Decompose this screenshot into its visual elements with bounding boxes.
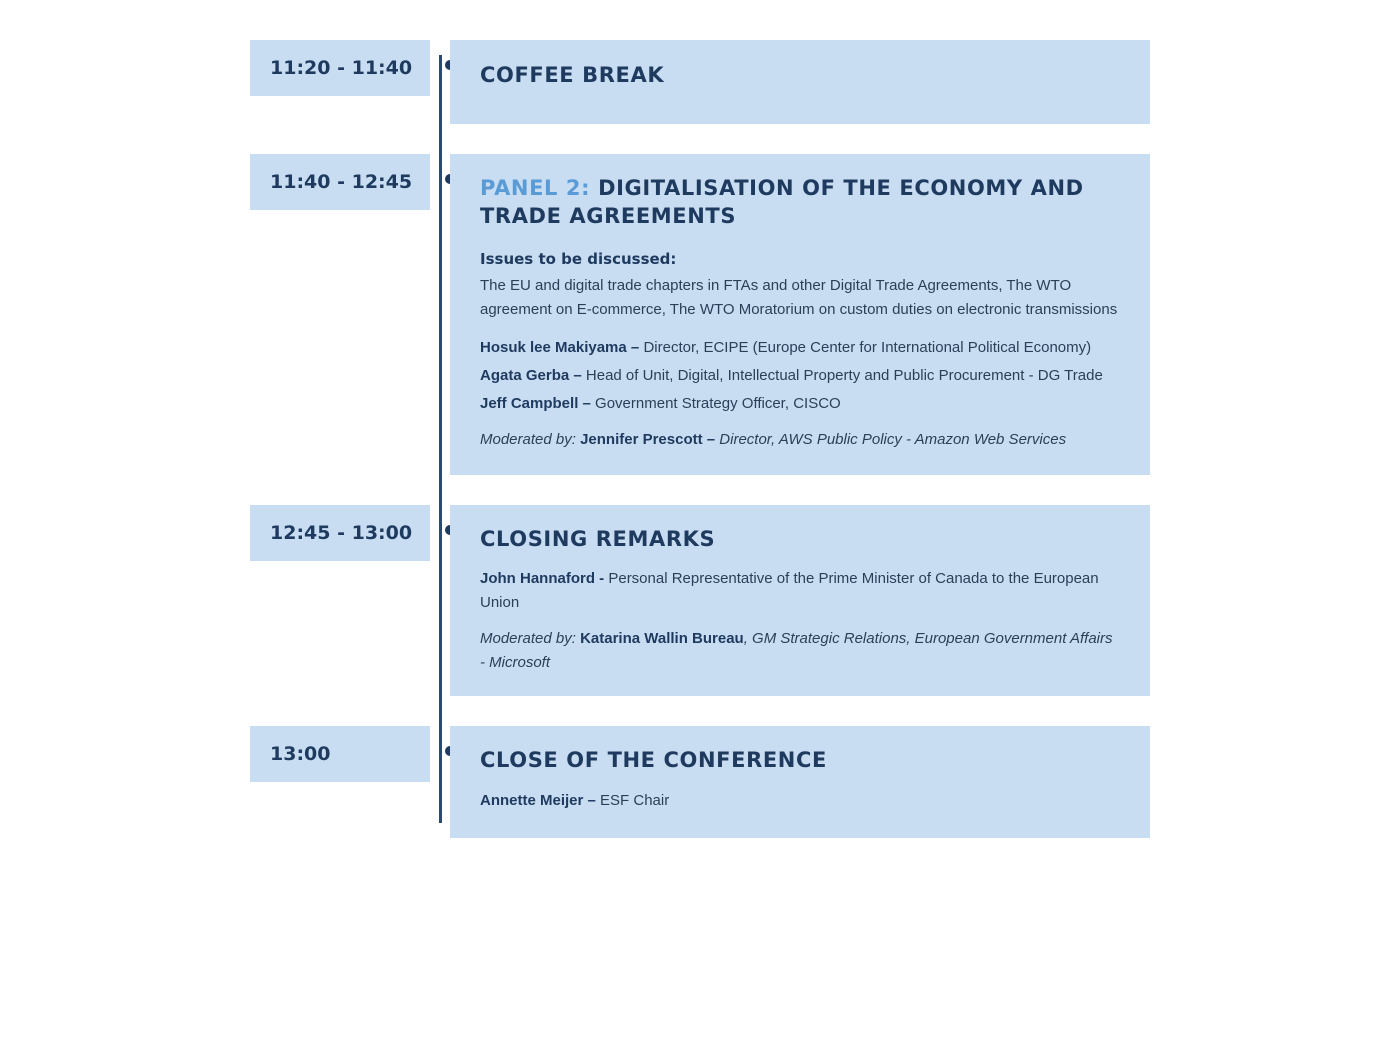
speaker-list — [480, 336, 1120, 416]
session-title: COFFEE BREAK — [480, 63, 665, 87]
speaker-item — [480, 789, 1120, 813]
speaker-name: John Hannaford - — [480, 570, 605, 587]
moderator-name: Jennifer Prescott – — [580, 431, 716, 448]
panel-title-text: DIGITALISATION OF THE ECONOMY AND TRADE AGREEMENTS — [480, 176, 1084, 228]
panel-tag: PANEL 2: — [480, 176, 591, 200]
session-title — [480, 174, 1120, 230]
speaker-name: Hosuk lee Makiyama – — [480, 339, 640, 356]
moderator-role: , GM Strategic Relations, European Government Affairs - Microsoft — [480, 630, 1113, 671]
speaker-item — [480, 336, 1120, 360]
session-card-panel-2 — [450, 154, 1150, 475]
moderator-name: Katarina Wallin Bureau — [580, 630, 744, 647]
speaker-role: Personal Representative of the Prime Minister of Canada to the European Union — [480, 570, 1099, 611]
session-card-coffee-break — [450, 40, 1150, 124]
speaker-item — [480, 392, 1120, 416]
moderator-line — [480, 428, 1120, 452]
timeline-line — [439, 55, 442, 823]
session-card-close-conference — [450, 726, 1150, 838]
speaker-item — [480, 567, 1120, 615]
speaker-role: ESF Chair — [600, 792, 670, 809]
speaker-name: Agata Gerba – — [480, 367, 582, 384]
time-label-close-conference: 13:00 — [250, 726, 430, 782]
speaker-role: Head of Unit, Digital, Intellectual Property and Public Procurement - DG Trade — [585, 367, 1103, 384]
session-card-closing-remarks — [450, 505, 1150, 696]
speaker-role: Government Strategy Officer, CISCO — [595, 395, 841, 412]
issues-heading: Issues to be discussed: — [480, 250, 677, 268]
speaker-role: Director, ECIPE (Europe Center for International Political Economy) — [643, 339, 1092, 356]
session-title: CLOSE OF THE CONFERENCE — [480, 748, 827, 772]
speaker-name: Annette Meijer – — [480, 792, 596, 809]
issues-text: The EU and digital trade chapters in FTAs and other Digital Trade Agreements, The WTO agreement on E-commerce, The WTO Moratorium on custom duties on electronic transmissions — [480, 277, 1118, 318]
speaker-item — [480, 364, 1120, 388]
time-label-panel-2: 11:40 - 12:45 — [250, 154, 430, 210]
moderator-role: Director, AWS Public Policy - Amazon Web Services — [719, 431, 1067, 448]
moderator-label: Moderated by: — [480, 630, 576, 647]
time-label-coffee-break: 11:20 - 11:40 — [250, 40, 430, 96]
time-label-closing-remarks: 12:45 - 13:00 — [250, 505, 430, 561]
moderator-label: Moderated by: — [480, 431, 576, 448]
session-title: CLOSING REMARKS — [480, 527, 716, 551]
speaker-name: Jeff Campbell – — [480, 395, 591, 412]
moderator-line — [480, 627, 1120, 675]
